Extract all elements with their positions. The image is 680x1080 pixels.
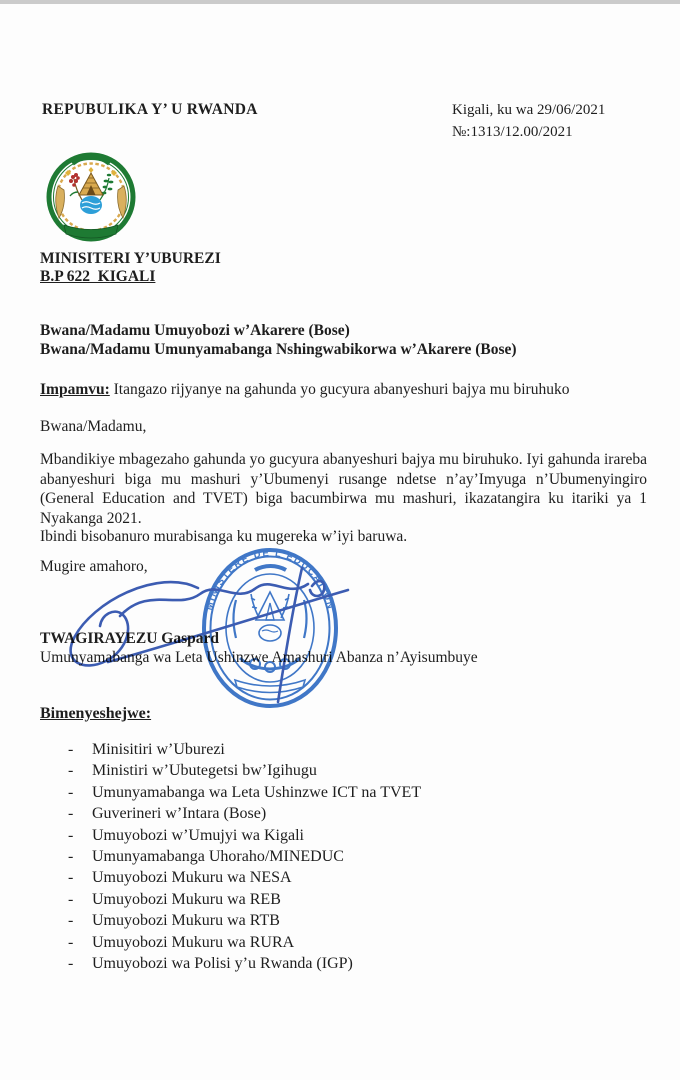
signatory-title: Umunyamabanga wa Leta Ushinzwe Amashuri Abanza n’Ayisumbuye — [40, 649, 478, 666]
ministry-stamp — [50, 540, 370, 720]
dash-marker: - — [68, 869, 74, 887]
dash-marker: - — [68, 783, 74, 801]
cc-item — [68, 910, 421, 931]
dash-marker: - — [68, 826, 74, 844]
cc-item — [68, 825, 421, 846]
cc-item-text: Umunyamabanga wa Leta Ushinzwe ICT na TVET — [92, 783, 422, 801]
cc-heading: Bimenyeshejwe: — [40, 705, 152, 722]
cc-item-text: Umuyobozi Mukuru wa RTB — [92, 912, 280, 930]
dash-marker: - — [68, 762, 74, 780]
cc-item — [68, 867, 421, 888]
subject-label: Impamvu: — [40, 381, 110, 398]
salutation: Bwana/Madamu, — [40, 418, 147, 435]
cc-item — [68, 739, 421, 760]
cc-item — [68, 782, 421, 803]
subject-line — [40, 380, 646, 399]
cc-item — [68, 889, 421, 910]
cc-item-text: Umuyobozi Mukuru wa NESA — [92, 869, 292, 887]
closing-phrase: Mugire amahoro, — [40, 558, 148, 575]
stamp-arc-text: MINISTERE DE L'EDUCATION — [203, 547, 337, 612]
cc-item-text: Ministiri w’Ubutegetsi bw’Igihugu — [92, 762, 317, 780]
dash-marker: - — [68, 848, 74, 866]
cc-item-text: Guverineri w’Intara (Bose) — [92, 805, 267, 823]
cc-item — [68, 932, 421, 953]
body-paragraph: Mbandikiye mbagezaho gahunda yo gucyura abanyeshuri bajya mu biruhuko. Iyi gahunda irareba abanyeshuri biga mu mashuri y’Ubumenyi rusange ndetse n’ay’Imyuga n’Ubumenyingiro (General Education and TVET) biga bacumbirwa mu mashuri, ikazatangira ku itariki ya 1 Nyakanga 2021. — [40, 451, 647, 527]
dash-marker: - — [68, 933, 74, 951]
dash-marker: - — [68, 955, 74, 973]
cc-item — [68, 953, 421, 974]
dash-marker: - — [68, 890, 74, 908]
cc-item-text: Umuyobozi wa Polisi y’u Rwanda (IGP) — [92, 955, 353, 973]
date-reference-block — [452, 99, 605, 143]
signatory-name: TWAGIRAYEZU Gaspard — [40, 630, 220, 647]
place-date: Kigali, ku wa 29/06/2021 — [452, 102, 606, 118]
cc-item-text: Umuyobozi Mukuru wa RURA — [92, 933, 295, 951]
svg-text:MINISTERE DE L'EDUCATION — [204, 548, 336, 612]
cc-item — [68, 846, 421, 867]
rwanda-coat-of-arms-icon — [45, 148, 137, 252]
cc-item-text: Umuyobozi Mukuru wa REB — [92, 890, 281, 908]
body-paragraph-2: Ibindi bisobanuro murabisanga ku mugereka w’iyi baruwa. — [40, 528, 408, 545]
recipient-line: Bwana/Madamu Umuyobozi w’Akarere (Bose) — [40, 322, 350, 339]
dash-marker: - — [68, 805, 74, 823]
cc-item — [68, 760, 421, 781]
cc-item — [68, 803, 421, 824]
subject-text: Itangazo rijyanye na gahunda yo gucyura abanyeshuri bajya mu biruhuko — [113, 381, 570, 398]
cc-item-text: Umunyamabanga Uhoraho/MINEDUC — [92, 848, 344, 866]
scan-edge-strip — [0, 0, 680, 4]
reference-number: №:1313/12.00/2021 — [452, 124, 573, 140]
handwritten-signature — [71, 568, 348, 702]
cc-item-text: Minisitiri w’Uburezi — [92, 741, 225, 758]
republic-title: REPUBULIKA Y’ U RWANDA — [42, 101, 258, 118]
ministry-address: B.P 622 KIGALI — [40, 268, 156, 285]
ministry-name: MINISITERI Y’UBUREZI — [40, 250, 221, 267]
dash-marker: - — [68, 741, 74, 758]
dash-marker: - — [68, 912, 74, 930]
recipient-block — [40, 321, 517, 359]
cc-list — [68, 739, 421, 974]
cc-item-text: Umuyobozi w’Umujyi wa Kigali — [92, 826, 304, 844]
recipient-line: Bwana/Madamu Umunyamabanga Nshingwabikorwa w’Akarere (Bose) — [40, 341, 517, 358]
